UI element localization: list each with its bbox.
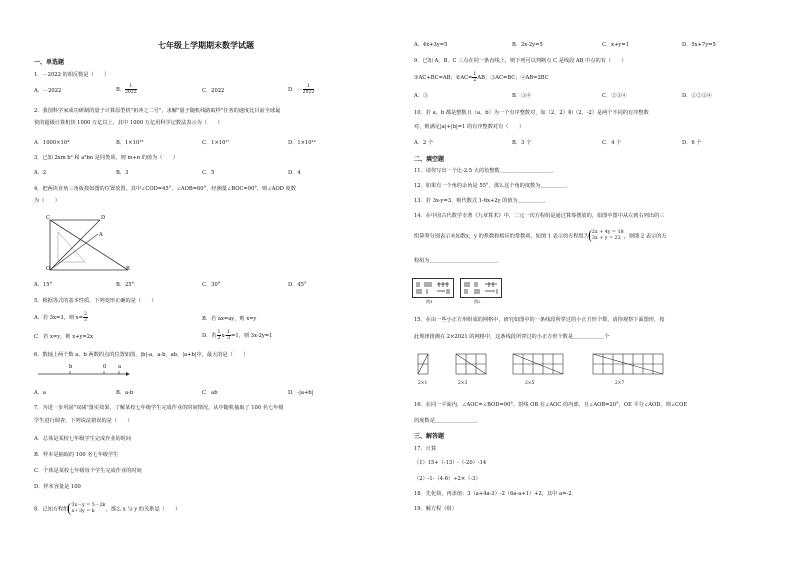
triangle-figure	[40, 212, 140, 274]
question-12: 12．如果有一个角的余角是 55°，那么这个角的度数为＿＿＿＿＿．	[414, 183, 572, 189]
section-heading-single-choice: 一、单选题	[34, 59, 65, 66]
question-3-option-a: A．2	[34, 170, 47, 176]
grid-caption-2x7: 2×7	[615, 381, 625, 386]
question-5-option-d: D．若 $\frac{1}{2}$ x- $\frac{1}{3}$ =1，则 3x-2y=1	[202, 330, 273, 341]
question-7-option-d: D．样本容量是 100	[34, 484, 81, 490]
number-line-figure	[36, 364, 130, 380]
question-19: 19．解方程（组）	[414, 506, 457, 512]
question-7-line-1: 7．为进一步巩固"双减"落实效果，了解某校七年级学生完成作业的时间情况，从中随机抽取了 100 名七年级	[34, 405, 284, 411]
question-10-option-d: D．6 个	[682, 140, 702, 146]
section-heading-solve: 三、解答题	[414, 433, 445, 440]
figure-label-b: B	[126, 266, 130, 272]
grid-caption-2x5: 2×5	[525, 381, 535, 386]
question-7-option-b: B．样本是抽取的 100 名七年级学生	[34, 452, 119, 458]
question-3-option-c: C．5	[202, 170, 215, 176]
equation-system-q8: 3x－y = 5－2k x＋3y = k	[68, 503, 105, 515]
question-1-option-b: B． $\frac{1}{2022}$	[116, 84, 137, 95]
question-13: 13．若 3x-y=3，则代数式 1-6x+2y 的值为＿＿＿＿＿．	[414, 198, 549, 204]
rod-figure-1	[412, 278, 454, 298]
question-6-option-a: A．a	[34, 390, 47, 396]
question-2-option-a: A．1000×10⁴	[34, 140, 70, 146]
figure-label-c: C	[46, 215, 50, 221]
question-2-line-2: 快的超级计算机快 1000 万亿以上，其中 1000 万亿用科学记数法表示为（ ）	[34, 120, 223, 126]
question-10-option-c: C．4 个	[602, 140, 622, 146]
question-11: 11．请你写出一个比-2.5 大的负整数＿＿＿＿＿＿＿＿＿＿．	[414, 168, 557, 174]
number-line-label-0: 0	[103, 364, 107, 370]
question-14-line-2: 组算筹分别表示未知数x，y 的系数和相应的常数项，如图 1 表示的方程组为 2x + 4y = 18 3x + y = 23 ，则图 2 表示的方	[414, 230, 667, 241]
right-column	[400, 0, 785, 562]
question-16-line-2: 的度数是＿＿＿＿＿＿＿＿．	[414, 418, 482, 424]
question-14-line-1: 14．在中国古代数学专著《九章算术》中，二元一次方程组是通过算筹摆放的，如图中图中从左到右列出的三	[414, 213, 665, 219]
question-2-line-1: 2．我国科学家成功研制的量子计算原型机"祖冲之二号"，求解"量子随机线路取样"任务的速度比目前全球最	[34, 108, 281, 114]
figure-label-a: A	[99, 232, 103, 238]
grid-caption-2x1: 2×1	[418, 381, 428, 386]
question-8-option-c: C．x+y=1	[602, 42, 630, 48]
grid-figures	[418, 352, 738, 376]
question-5-option-c: C．若 x=y，则 x+y=2x	[34, 334, 93, 340]
number-line-label-b: b	[69, 364, 73, 370]
number-line-label-a: a	[118, 364, 122, 370]
question-16-line-1: 16．在同一平面内，∠AOC=∠BOD=90°，射线 OB 在∠AOC 的内部，且∠AOB=20°，OE 平分∠AOD，则∠COE	[414, 402, 688, 408]
section-heading-fill-blank: 二、填空题	[414, 156, 445, 163]
question-10-option-a: A．2 个	[414, 140, 434, 146]
grid-caption-2x3: 2×3	[458, 381, 468, 386]
question-17-part-1: （1）15+（-13）-（-20）-14	[414, 460, 487, 466]
question-6-option-b: B．a-b	[116, 390, 134, 396]
question-4-option-c: C．30°	[202, 282, 221, 288]
question-1-option-d: D．－ $\frac{1}{2022}$	[288, 84, 315, 95]
question-6-stem: 6．数轴上两个数 a、b 两数的点的位置如图，|b|-a，a-b，ab，|a+b|中，最大的是（ ）	[34, 352, 249, 358]
question-4-option-b: B．25°	[116, 282, 135, 288]
question-9-option-c: C．②③④	[602, 93, 627, 99]
question-9-conditions: ①AC+BC=AB；②AC= $\frac{1}{2}$ AB；③AC=BC；④AB=2BC	[414, 72, 549, 83]
question-6-option-c: C．ab	[202, 390, 218, 396]
question-9-option-d: D．①②③④	[682, 93, 713, 99]
question-4-option-d: D．45°	[288, 282, 307, 288]
question-7-option-a: A．总体是某校七年级学生完成作业的时间	[34, 436, 132, 442]
question-17-part-2: （2）-1-（4-6）÷2×（-3）	[414, 476, 481, 482]
left-column	[0, 0, 385, 562]
question-18: 18．先化简，再求值：3（a+4a-3）-2（6a-a+1）+2，其中 a=-2．	[414, 491, 577, 497]
question-8-option-d: D．5x+7y=5	[682, 42, 716, 48]
question-2-option-c: C．1×10¹⁷	[202, 140, 230, 146]
question-1-option-a: A．－2022	[34, 88, 62, 94]
question-7-option-c: C．个体是某校七年级每个学生完成作业的时间	[34, 468, 142, 474]
question-4-line-2: 为（ ）	[34, 198, 60, 204]
question-4-stem: 4．把两块直角三角板按如图的位置放置，其中∠COD=45°，∠AOB=60°，经测量∠BOC=90°，则∠AOD 度数	[34, 186, 296, 192]
question-2-option-b: B．1×10¹⁵	[116, 140, 144, 146]
fig-1-caption: 图1	[426, 299, 433, 304]
rod-figure-2	[460, 278, 502, 298]
question-6-option-d: D．-|a+b|	[288, 390, 314, 396]
question-9-option-b: B．③④	[512, 93, 532, 99]
question-10-line-1: 10．若 a，b 都是整数且（a，b）为一个有序整数对，如（2，2）和（2，-2）是两个不同的有序整数	[414, 110, 649, 116]
question-5-option-a: A．若 3x=3，则 x= $\frac{2}{3}$	[34, 312, 87, 323]
equation-system-q14: 2x + 4y = 18 3x + y = 23	[589, 230, 624, 242]
question-3-option-b: B．3	[116, 170, 129, 176]
fig-2-caption: 图2	[474, 299, 481, 304]
question-10-line-2: 对，则满足|a|+|b|=1 的有序整数对有（ ）	[414, 124, 525, 130]
question-8-option-b: B．2x-2y=5	[512, 42, 543, 48]
question-9-option-a: A．③	[414, 93, 429, 99]
question-7-line-2: 学生进行调查，下列说法错误的是（ ）	[34, 418, 133, 424]
question-14-line-3: 程组为＿＿＿＿＿＿＿＿＿＿＿＿＿．	[414, 258, 503, 264]
question-4-option-a: A．15°	[34, 282, 53, 288]
question-9-stem: 9．已知 A，B，C 三点在同一条直线上，则下列可以判断点 C 是线段 AB 中点的有（ ）	[414, 58, 627, 64]
question-1-stem: 1．－2022 的相反数是（ ）	[34, 72, 110, 78]
question-5-option-b: B．若 ax=ay，则 x=y	[202, 316, 257, 322]
figure-label-o: O	[46, 266, 51, 272]
question-15-line-1: 15．在由一些小正方形组成的网格中，研究如图中的一条线段所穿过的小正方形个数，请你观察下面图形，按	[414, 317, 665, 323]
figure-label-d: D	[101, 215, 106, 221]
question-3-option-d: D．4	[288, 170, 301, 176]
question-1-option-c: C．2022	[202, 88, 225, 94]
question-10-option-b: B．3 个	[512, 140, 532, 146]
question-17-stem: 17．计算	[414, 446, 437, 452]
question-8-option-a: A．4x+3y=5	[414, 42, 448, 48]
question-8-stem: 8．已知方程组 3x－y = 5－2k x＋3y = k ，那么 x 与 y 的关系是（ ）	[34, 503, 181, 514]
question-2-option-d: D．1×10¹²	[288, 140, 316, 146]
question-3-stem: 3．已知 2xm b² 和 a²bn 是同类项，则 m+n 的值为（ ）	[34, 155, 179, 161]
page-title: 七年级上学期期末数学试题	[158, 41, 254, 50]
question-15-line-2: 此规律推测在 2×2021 的网格中，这条线段所穿过的小正方形个数是＿＿＿＿＿＿个	[414, 334, 610, 340]
question-5-stem: 5．根据等式的基本性质，下列变形正确的是（ ）	[34, 298, 157, 304]
